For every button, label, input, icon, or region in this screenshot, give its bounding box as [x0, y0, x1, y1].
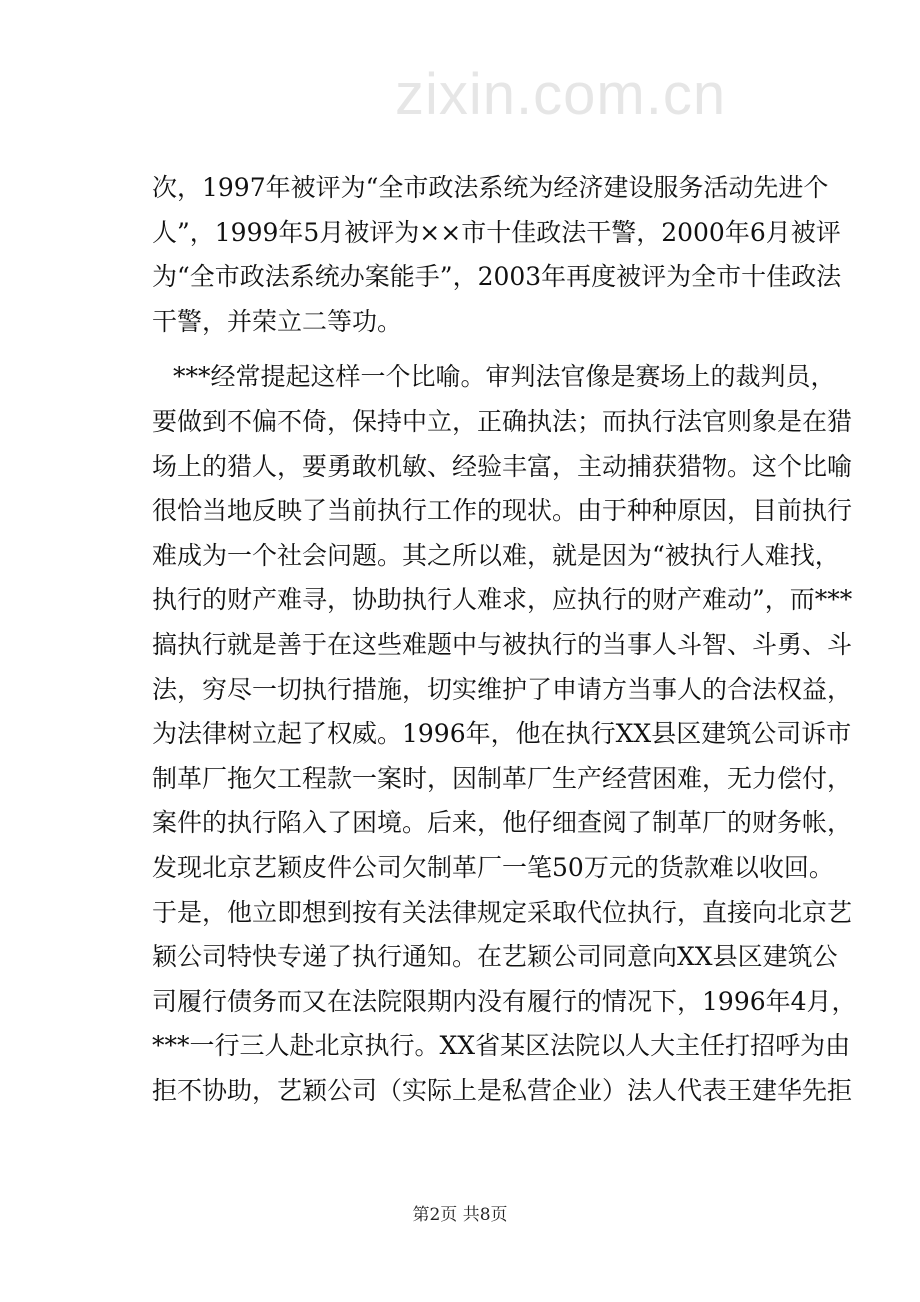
text-line: 司履行债务而又在法院限期内没有履行的情况下，1996年4月， — [152, 986, 857, 1016]
body-text — [152, 166, 857, 1113]
text-line: 搞执行就是善于在这些难题中与被执行的当事人斗智、斗勇、斗 — [152, 629, 853, 659]
text-line: 为“全市政法系统办案能手”，2003年再度被评为全市十佳政法 — [152, 262, 842, 292]
text-line: 发现北京艺颖皮件公司欠制革厂一笔50万元的货款难以收回。 — [152, 852, 834, 882]
text-line: 案件的执行陷入了困境。后来，他仔细查阅了制革厂的财务帐， — [152, 808, 853, 838]
text-line: 人”，1999年5月被评为××市十佳政法干警，2000年6月被评 — [152, 217, 841, 247]
text-line: 拒不协助，艺颖公司（实际上是私营企业）法人代表王建华先拒 — [152, 1075, 853, 1105]
watermark: zixin.com.cn — [395, 62, 727, 127]
text-line: 干警，并荣立二等功。 — [152, 306, 403, 336]
text-line: 次，1997年被评为“全市政法系统为经济建设服务活动先进个 — [152, 173, 829, 202]
text-line: 于是，他立即想到按有关法律规定采取代位执行，直接向北京艺 — [152, 897, 853, 927]
text-line: 为法律树立起了权威。1996年，他在执行XX县区建筑公司诉市 — [152, 719, 852, 749]
paragraph-first-line: ***经常提起这样一个比喻。审判法官像是赛场上的裁判员， — [173, 362, 836, 392]
text-line: 难成为一个社会问题。其之所以难，就是因为“被执行人难找， — [152, 540, 840, 570]
text-line: 场上的猎人，要勇敢机敏、经验丰富，主动捕获猎物。这个比喻 — [152, 451, 853, 481]
page-number-footer: 第2页 共8页 — [412, 1205, 508, 1225]
text-line: 执行的财产难寻，协助执行人难求，应执行的财产难动”，而*** — [152, 585, 853, 615]
text-line: 颖公司特快专递了执行通知。在艺颖公司同意向XX县区建筑公 — [152, 942, 838, 972]
text-line: 法，穷尽一切执行措施，切实维护了申请方当事人的合法权益， — [152, 674, 853, 704]
text-line: 要做到不偏不倚，保持中立，正确执法；而执行法官则象是在猎 — [152, 406, 853, 436]
text-line: ***一行三人赴北京执行。XX省某区法院以人大主任打招呼为由 — [152, 1031, 851, 1061]
text-line: 很恰当地反映了当前执行工作的现状。由于种种原因，目前执行 — [152, 496, 853, 526]
text-line: 制革厂拖欠工程款一案时，因制革厂生产经营困难，无力偿付， — [152, 763, 853, 793]
